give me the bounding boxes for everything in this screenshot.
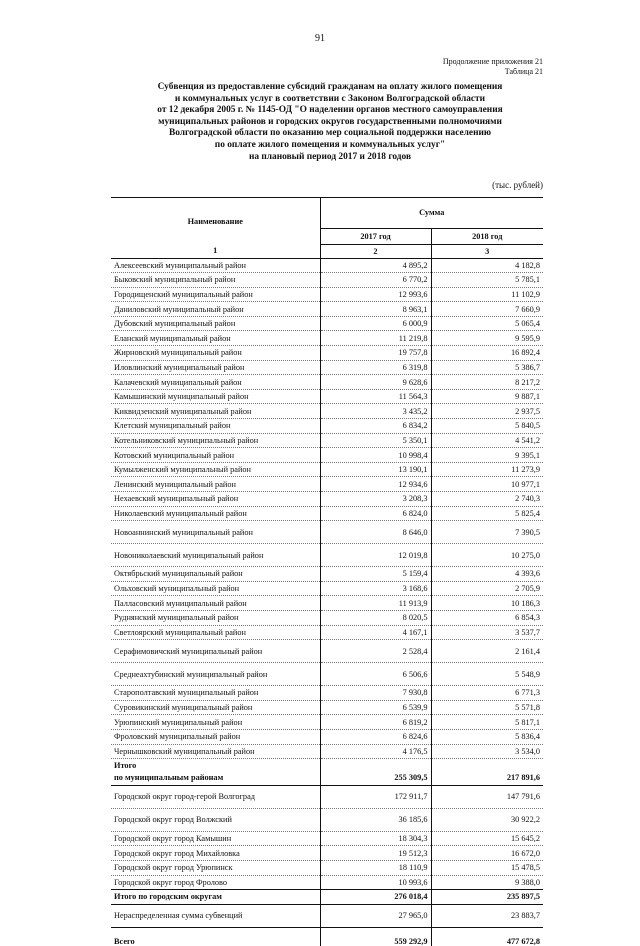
value-2017: 4 895,2 <box>320 258 431 273</box>
row-name: Еланский муниципальный район <box>111 331 320 346</box>
city-row <box>111 860 543 875</box>
value-2017: 6 506,6 <box>320 663 431 686</box>
district-row <box>111 610 543 625</box>
district-row <box>111 544 543 567</box>
row-name: Новониколаевский муниципальный район <box>111 544 320 567</box>
value-2017: 6 834,2 <box>320 419 431 434</box>
document-title <box>110 82 550 163</box>
row-name: Серафимовичский муниципальный район <box>111 640 320 663</box>
district-row <box>111 567 543 582</box>
row-name: Камышинский муниципальный район <box>111 389 320 404</box>
row-name: Руднянский муниципальный район <box>111 610 320 625</box>
value-2018: 9 887,1 <box>431 389 543 404</box>
value-2017: 19 757,8 <box>320 346 431 361</box>
value-2018: 2 937,5 <box>431 404 543 419</box>
value-2017: 4 167,1 <box>320 625 431 640</box>
district-row <box>111 404 543 419</box>
value-2018: 5 840,5 <box>431 419 543 434</box>
column-header-2018: 2018 год <box>431 228 543 244</box>
value-2018: 3 537,7 <box>431 625 543 640</box>
district-row <box>111 663 543 686</box>
district-row <box>111 492 543 507</box>
district-row <box>111 477 543 492</box>
units-label: (тыс. рублей) <box>492 180 543 190</box>
district-row <box>111 640 543 663</box>
title-line: от 12 декабря 2005 г. № 1145-ОД "О наделении органов местного самоуправления <box>157 105 503 116</box>
value-2017: 6 824,6 <box>320 729 431 744</box>
district-row <box>111 360 543 375</box>
district-row <box>111 287 543 302</box>
grand-total-row <box>111 927 543 946</box>
district-row <box>111 346 543 361</box>
row-name: Итого по городским округам <box>111 890 320 905</box>
row-name: Ольховский муниципальный район <box>111 581 320 596</box>
row-name: Николаевский муниципальный район <box>111 506 320 521</box>
value-2018: 477 672,8 <box>431 927 543 946</box>
value-2018: 5 065,4 <box>431 316 543 331</box>
value-2017: 276 018,4 <box>320 890 431 905</box>
value-2018: 8 217,2 <box>431 375 543 390</box>
row-name: Нехаевский муниципальный район <box>111 492 320 507</box>
row-name: Клетский муниципальный район <box>111 419 320 434</box>
districts-total-label-2: по муниципальным районам <box>111 771 320 785</box>
continuation-note <box>443 57 543 77</box>
row-name: Чернышковский муниципальный район <box>111 744 320 759</box>
value-2018: 9 595,9 <box>431 331 543 346</box>
row-name: Среднеахтубинский муниципальный район <box>111 663 320 686</box>
value-2017: 6 000,9 <box>320 316 431 331</box>
row-name: Котельниковский муниципальный район <box>111 433 320 448</box>
title-line: муниципальных районов и городских округов государственными полномочиями <box>158 116 502 127</box>
value-2017: 18 110,9 <box>320 860 431 875</box>
city-row <box>111 846 543 861</box>
value-2018: 6 854,3 <box>431 610 543 625</box>
district-row <box>111 596 543 611</box>
row-name: Алексеевский муниципальный район <box>111 258 320 273</box>
unallocated-row <box>111 904 543 927</box>
value-2017: 10 993,6 <box>320 875 431 890</box>
district-row <box>111 686 543 701</box>
value-2017: 18 304,3 <box>320 831 431 846</box>
value-2017: 3 208,3 <box>320 492 431 507</box>
value-2017: 11 564,3 <box>320 389 431 404</box>
value-2017: 7 930,8 <box>320 686 431 701</box>
value-2017: 36 185,6 <box>320 808 431 831</box>
district-row <box>111 700 543 715</box>
value-2018: 5 785,1 <box>431 273 543 288</box>
row-name: Городской округ город Волжский <box>111 808 320 831</box>
value-2017: 6 770,2 <box>320 273 431 288</box>
districts-total-row <box>111 771 543 785</box>
value-2018: 10 275,0 <box>431 544 543 567</box>
districts-total-2018: 217 891,6 <box>431 771 543 785</box>
row-name: Городской округ город Фролово <box>111 875 320 890</box>
city-row <box>111 785 543 808</box>
row-name: Котовский муниципальный район <box>111 448 320 463</box>
row-name: Быковский муниципальный район <box>111 273 320 288</box>
value-2017: 8 646,0 <box>320 521 431 544</box>
value-2018: 5 386,7 <box>431 360 543 375</box>
column-number-2: 2 <box>320 244 431 258</box>
row-name: Иловлинский муниципальный район <box>111 360 320 375</box>
districts-total-row-label <box>111 759 543 772</box>
row-name: Городской округ город Михайловка <box>111 846 320 861</box>
column-header-name: Наименование <box>111 198 320 245</box>
districts-total-label-1: Итого <box>111 759 320 772</box>
value-2018: 10 186,3 <box>431 596 543 611</box>
district-row <box>111 462 543 477</box>
value-2018: 4 541,2 <box>431 433 543 448</box>
row-name: Суровикинский муниципальный район <box>111 700 320 715</box>
value-2017: 2 528,4 <box>320 640 431 663</box>
value-2018: 4 393,6 <box>431 567 543 582</box>
row-name: Всего <box>111 927 320 946</box>
row-name: Ленинский муниципальный район <box>111 477 320 492</box>
subvention-table <box>111 197 543 946</box>
value-2018: 5 571,8 <box>431 700 543 715</box>
district-row <box>111 448 543 463</box>
title-line: на плановый период 2017 и 2018 годов <box>248 151 412 162</box>
value-2017: 12 993,6 <box>320 287 431 302</box>
value-2018: 5 548,9 <box>431 663 543 686</box>
district-row <box>111 581 543 596</box>
page-number: 91 <box>315 33 325 44</box>
value-2017: 10 998,4 <box>320 448 431 463</box>
value-2017: 13 190,1 <box>320 462 431 477</box>
value-2018: 5 836,4 <box>431 729 543 744</box>
value-2018: 16 892,4 <box>431 346 543 361</box>
value-2017: 559 292,9 <box>320 927 431 946</box>
value-2018: 147 791,6 <box>431 785 543 808</box>
value-2018: 7 390,5 <box>431 521 543 544</box>
empty-cell <box>431 759 543 772</box>
value-2017: 11 219,8 <box>320 331 431 346</box>
title-line: по оплате жилого помещения и коммунальных услуг" <box>214 139 446 150</box>
districts-total-2017: 255 309,5 <box>320 771 431 785</box>
row-name: Дубовский муниципальный район <box>111 316 320 331</box>
district-row <box>111 419 543 434</box>
value-2018: 5 825,4 <box>431 506 543 521</box>
row-name: Жирновский муниципальный район <box>111 346 320 361</box>
value-2018: 6 771,3 <box>431 686 543 701</box>
value-2018: 16 672,0 <box>431 846 543 861</box>
value-2017: 12 019,8 <box>320 544 431 567</box>
value-2017: 4 176,5 <box>320 744 431 759</box>
value-2018: 10 977,1 <box>431 477 543 492</box>
district-row <box>111 375 543 390</box>
column-number-3: 3 <box>431 244 543 258</box>
row-name: Старополтавский муниципальный район <box>111 686 320 701</box>
value-2017: 172 911,7 <box>320 785 431 808</box>
district-row <box>111 744 543 759</box>
city-row <box>111 831 543 846</box>
value-2017: 8 020,5 <box>320 610 431 625</box>
value-2017: 6 319,8 <box>320 360 431 375</box>
row-name: Палласовский муниципальный район <box>111 596 320 611</box>
value-2017: 3 168,6 <box>320 581 431 596</box>
district-row <box>111 273 543 288</box>
value-2017: 6 539,9 <box>320 700 431 715</box>
table-number: Таблица 21 <box>504 67 543 76</box>
title-line: и коммунальных услуг в соответствии с Законом Волгоградской области <box>174 93 486 104</box>
cities-total-row <box>111 890 543 905</box>
value-2017: 19 512,3 <box>320 846 431 861</box>
value-2017: 6 824,0 <box>320 506 431 521</box>
row-name: Новоаннинский муниципальный район <box>111 521 320 544</box>
value-2018: 9 388,0 <box>431 875 543 890</box>
value-2017: 8 963,1 <box>320 302 431 317</box>
value-2018: 3 534,0 <box>431 744 543 759</box>
value-2017: 3 435,2 <box>320 404 431 419</box>
value-2018: 15 645,2 <box>431 831 543 846</box>
district-row <box>111 729 543 744</box>
value-2017: 6 819,2 <box>320 715 431 730</box>
value-2018: 11 102,9 <box>431 287 543 302</box>
value-2018: 15 478,5 <box>431 860 543 875</box>
value-2017: 27 965,0 <box>320 904 431 927</box>
column-number-1: 1 <box>111 244 320 258</box>
value-2018: 2 740,3 <box>431 492 543 507</box>
district-row <box>111 302 543 317</box>
empty-cell <box>320 759 431 772</box>
row-name: Урюпинский муниципальный район <box>111 715 320 730</box>
value-2017: 11 913,9 <box>320 596 431 611</box>
value-2017: 5 350,1 <box>320 433 431 448</box>
row-name: Городской округ город Камышин <box>111 831 320 846</box>
row-name: Кумылженский муниципальный район <box>111 462 320 477</box>
row-name: Киквидзенский муниципальный район <box>111 404 320 419</box>
district-row <box>111 506 543 521</box>
district-row <box>111 316 543 331</box>
district-row <box>111 331 543 346</box>
row-name: Октябрьский муниципальный район <box>111 567 320 582</box>
row-name: Нераспределенная сумма субвенций <box>111 904 320 927</box>
district-row <box>111 433 543 448</box>
row-name: Калачевский муниципальный район <box>111 375 320 390</box>
value-2017: 12 934,6 <box>320 477 431 492</box>
value-2018: 2 161,4 <box>431 640 543 663</box>
row-name: Светлоярский муниципальный район <box>111 625 320 640</box>
district-row <box>111 389 543 404</box>
value-2018: 5 817,1 <box>431 715 543 730</box>
district-row <box>111 521 543 544</box>
district-row <box>111 715 543 730</box>
value-2018: 9 395,1 <box>431 448 543 463</box>
value-2018: 11 273,9 <box>431 462 543 477</box>
title-line: Субвенция из предоставление субсидий гражданам на оплату жилого помещения <box>157 82 503 92</box>
district-row <box>111 258 543 273</box>
value-2018: 23 883,7 <box>431 904 543 927</box>
row-name: Городской округ город-герой Волгоград <box>111 785 320 808</box>
value-2018: 7 660,9 <box>431 302 543 317</box>
row-name: Городской округ город Урюпинск <box>111 860 320 875</box>
row-name: Даниловский муниципальный район <box>111 302 320 317</box>
city-row <box>111 808 543 831</box>
value-2018: 2 705,9 <box>431 581 543 596</box>
column-header-2017: 2017 год <box>320 228 431 244</box>
value-2018: 235 897,5 <box>431 890 543 905</box>
title-line: Волгоградской области по оказанию мер социальной поддержки населению <box>168 128 492 139</box>
city-row <box>111 875 543 890</box>
row-name: Городищенский муниципальный район <box>111 287 320 302</box>
district-row <box>111 625 543 640</box>
value-2017: 9 628,6 <box>320 375 431 390</box>
value-2018: 30 922,2 <box>431 808 543 831</box>
column-header-sum: Сумма <box>320 198 543 229</box>
appendix-note: Продолжение приложения 21 <box>442 57 543 66</box>
value-2018: 4 182,8 <box>431 258 543 273</box>
value-2017: 5 159,4 <box>320 567 431 582</box>
row-name: Фроловский муниципальный район <box>111 729 320 744</box>
